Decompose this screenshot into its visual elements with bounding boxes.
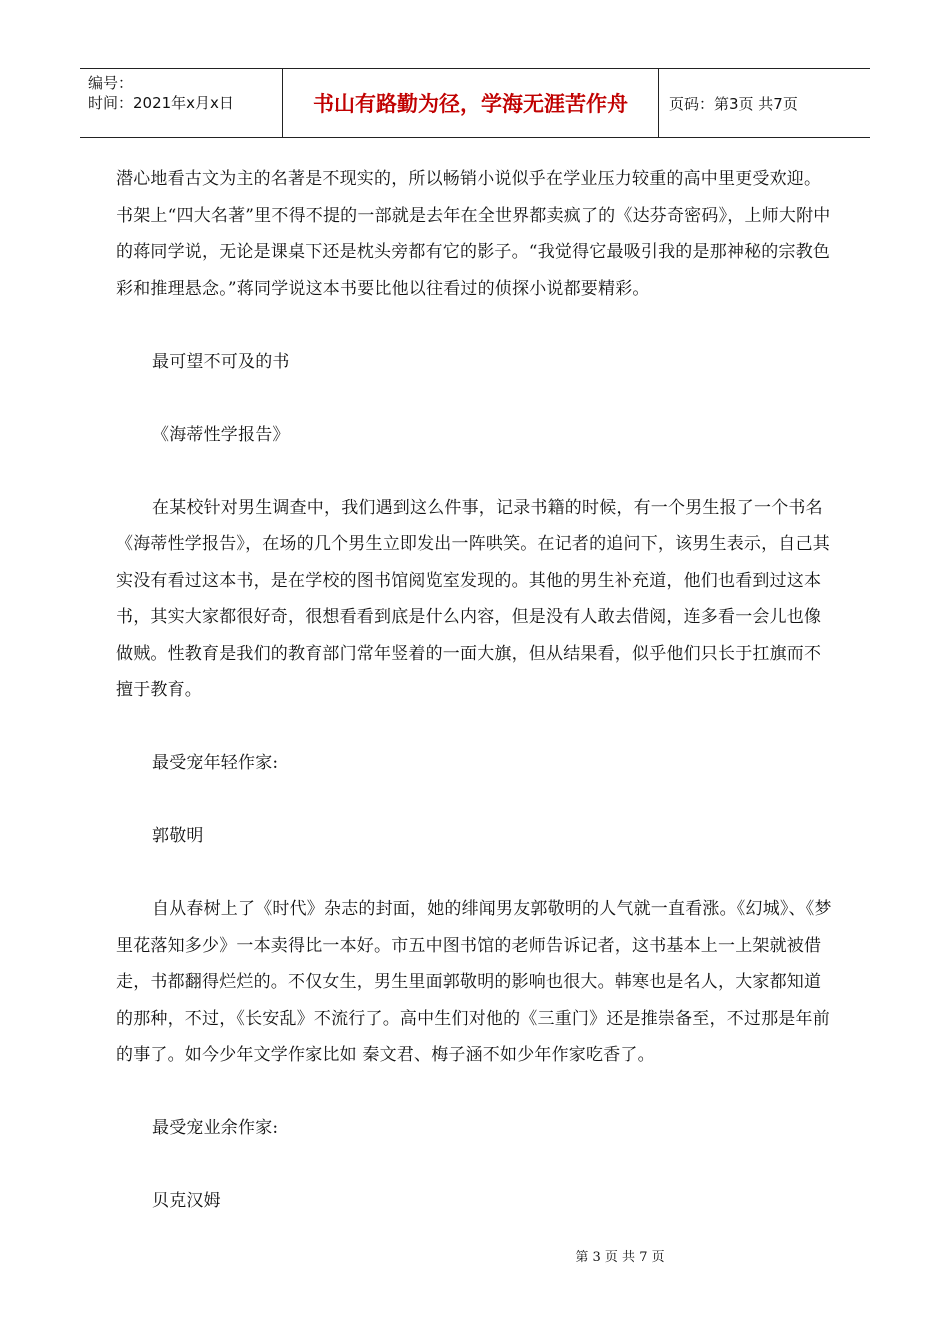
book-title: 《海蒂性学报告》: [152, 424, 290, 445]
header-meta: [80, 69, 283, 137]
paragraph: 潜心地看古文为主的名著是不现实的，所以畅销小说似乎在学业压力较重的高中里更受欢迎。书架上“四大名著”里不得不提的一部就是去年在全世界都卖疯了的《达芬奇密码》，上师大附中的蒋同学说，无论是课桌下还是枕头旁都有它的影子。“我觉得它最吸引我的是那神秘的宗教色彩和推理悬念。”蒋同学说这本书要比他以往看过的侦探小说都要精彩。: [116, 169, 831, 299]
document-body: [116, 161, 836, 1220]
paragraph: 自从春树上了《时代》杂志的封面，她的绯闻男友郭敬明的人气就一直看涨。《幻城》、《梦里花落知多少》一本卖得比一本好。市五中图书馆的老师告诉记者，这书基本上一上架就被借走，书都翻得烂烂的。不仅女生，男生里面郭敬明的影响也很大。韩寒也是名人，大家都知道的那种，不过，《长安乱》不流行了。高中生们对他的《三重门》还是推崇备至，不过那是年前的事了。如今少年文学作家比如 秦文君、梅子涵不如少年作家吃香了。: [116, 899, 832, 1065]
page-header: [80, 68, 870, 138]
page-footer: 第 3 页 共 7 页: [575, 1250, 665, 1265]
section-heading: 最受宠年轻作家:: [152, 753, 279, 773]
motto: 书山有路勤为径，学海无涯苦作舟: [283, 69, 659, 137]
page-number-label: 页码：第3页 共7页: [669, 94, 798, 113]
author-name: 郭敬明: [152, 826, 204, 846]
serial-label: 编号：: [88, 74, 134, 92]
author-name: 贝克汉姆: [152, 1191, 221, 1211]
paragraph: 在某校针对男生调查中，我们遇到这么件事，记录书籍的时候，有一个男生报了一个书名《海蒂性学报告》，在场的几个男生立即发出一阵哄笑。在记者的追问下，该男生表示，自己其实没有看过这本书，是在学校的图书馆阅览室发现的。其他的男生补充道，他们也看到过这本书，其实大家都很好奇，很想看看到底是什么内容，但是没有人敢去借阅，连多看一会儿也像做贼。性教育是我们的教育部门常年竖着的一面大旗，但从结果看，似乎他们只长于扛旗而不擅于教育。: [116, 497, 830, 700]
date-label: 时间：2021年x月x日: [88, 94, 234, 112]
section-heading: 最受宠业余作家:: [152, 1118, 279, 1138]
section-heading: 最可望不可及的书: [152, 351, 290, 372]
